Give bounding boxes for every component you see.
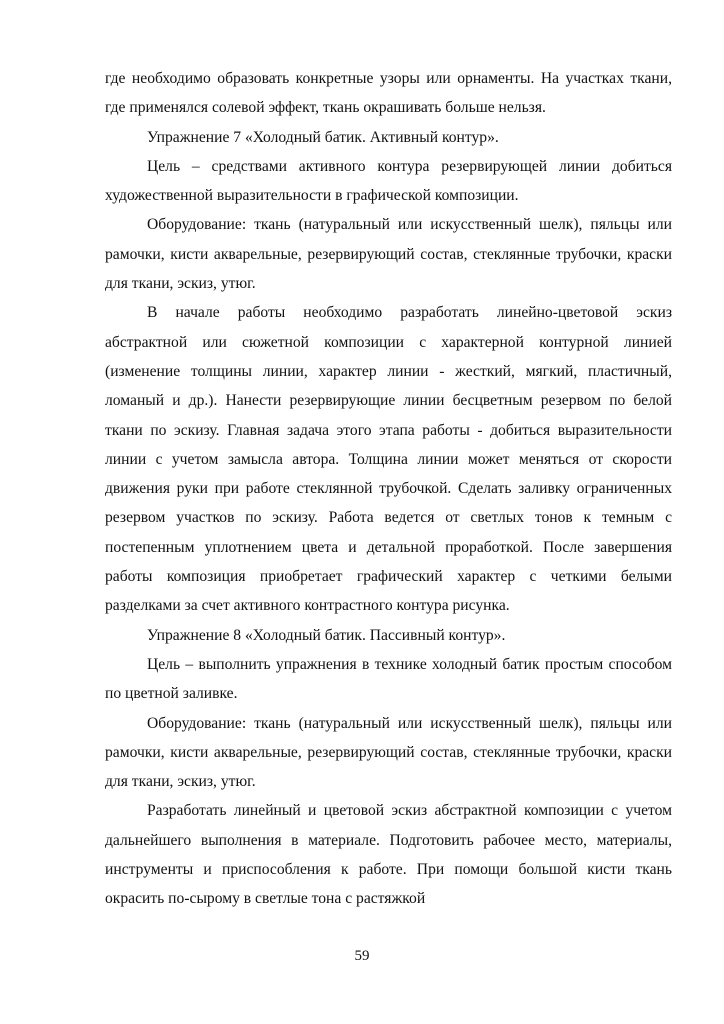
page-number: 59 bbox=[354, 948, 370, 964]
exercise-8-heading: Упражнение 8 «Холодный батик. Пассивный контур». bbox=[147, 626, 506, 644]
exercise-7-description: В начале работы необходимо разработать линейно-цветовой эскиз абстрактной или сюжетной композиции с характерной контурной линией (изменение толщины линии, характер линии - жесткий, мягкий, пластичный, ломаный и др.). Нанести резервирующие линии бесцветным резервом по белой ткани по эскизу. Главная задача этого этапа работы - добиться выразительности линии с учетом замысла автора. Толщина линии может меняться от скорости движения руки при работе стеклянной трубочкой. Сделать заливку ограниченных резервом участков по эскизу. Работа ведется от светлых тонов к темным с постепенным уплотнением цвета и детальной проработкой. После завершения работы композиция приобретает графический характер с четкими белыми разделками за счет активного контрастного контура рисунка. bbox=[105, 304, 672, 615]
exercise-8-description: Разработать линейный и цветовой эскиз абстрактной композиции с учетом дальнейшего выполнения в материале. Подготовить рабочее место, материалы, инструменты и приспособления к работе. При помощи большой кисти ткань окрасить по-сырому в светлые тона с растяжкой bbox=[105, 802, 672, 908]
body-text bbox=[105, 64, 672, 914]
exercise-7-goal: Цель – средствами активного контура резервирующей линии добиться художественной выразительности в графической композиции. bbox=[105, 157, 672, 205]
paragraph-continuation: где необходимо образовать конкретные узоры или орнаменты. На участках ткани, где применялся солевой эффект, ткань окрашивать больше нельзя. bbox=[105, 70, 672, 117]
exercise-7-equipment: Оборудование: ткань (натуральный или искусственный шелк), пяльцы или рамочки, кисти акварельные, резервирующий состав, стеклянные трубочки, краски для ткани, эскиз, утюг. bbox=[105, 216, 672, 293]
exercise-7-heading: Упражнение 7 «Холодный батик. Активный контур». bbox=[147, 128, 499, 146]
exercise-8-goal: Цель – выполнить упражнения в технике холодный батик простым способом по цветной заливке. bbox=[105, 655, 672, 703]
exercise-8-equipment: Оборудование: ткань (натуральный или искусственный шелк), пяльцы или рамочки, кисти акварельные, резервирующий состав, стеклянные трубочки, краски для ткани, эскиз, утюг. bbox=[105, 714, 672, 791]
